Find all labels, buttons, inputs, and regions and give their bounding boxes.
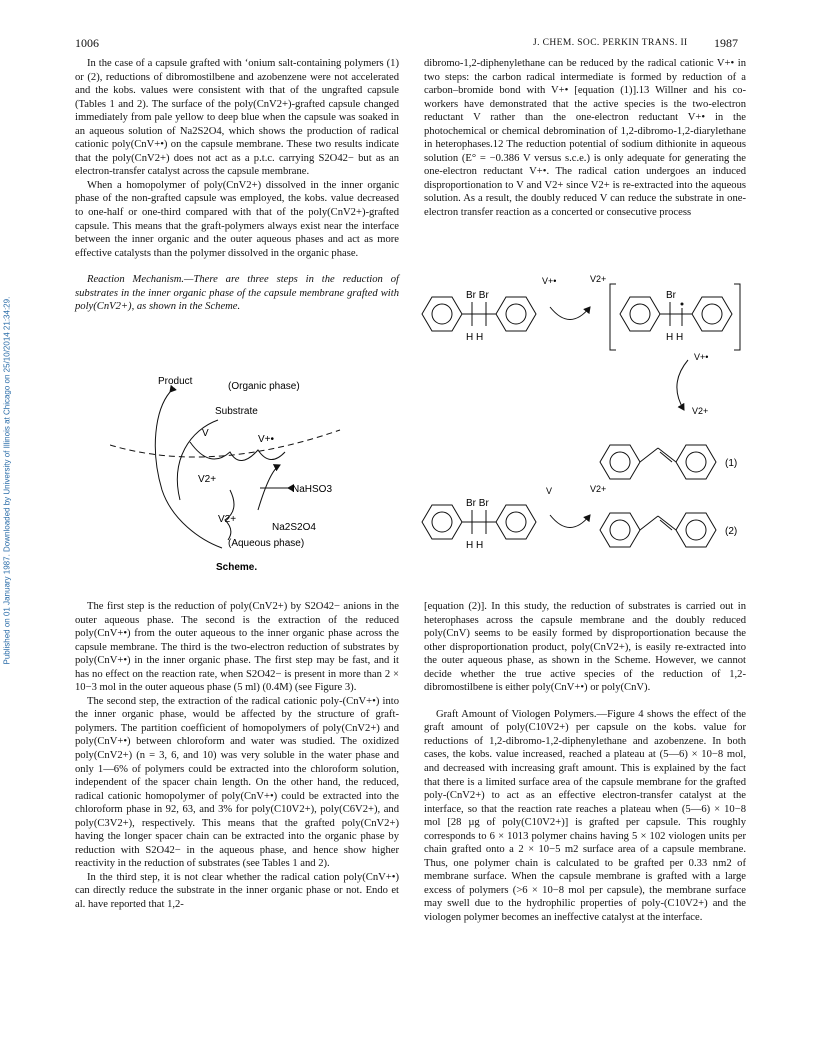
aqueous-phase-label: (Aqueous phase) xyxy=(228,538,305,549)
download-notice: Published on 01 January 1987. Downloaded by University of Illinois at Chicago on 25/10/2014 21:34:29. xyxy=(2,296,12,665)
h-h-label: H H xyxy=(466,332,484,343)
v2-lower-label: V2+ xyxy=(218,514,237,525)
reaction-scheme xyxy=(110,370,390,580)
v-radical-label: V+• xyxy=(258,434,275,445)
br-label: Br xyxy=(666,290,676,301)
left-column-bottom xyxy=(75,600,399,912)
product-label: Product xyxy=(158,376,193,387)
paragraph: In the third step, it is not clear whether the radical cation poly(CnV+•) can directly reduce the substrate in the inner organic phase or not. Endo et al. have reported that 1,2- xyxy=(75,871,399,911)
step-arrow-3 xyxy=(550,515,590,528)
na2s2o4-label: Na2S2O4 xyxy=(272,522,316,533)
paragraph: dibromo-1,2-diphenylethane can be reduced by the radical cationic V+• in two steps: the carbon radical intermediate is formed by reduction of a carbon–bromide bond with V+• [equation (1)].13 Willner and his co-workers have demonstrated that the active species is the two-electron reductant V rather than the one-electron reductant V+• in the photochemical or chemical debromination of 1,2-dibromo-1,2-diarylethane in heterophases.12 The reduction potential of sodium dithionite in aqueous solution (E° = −0.386 V versus s.c.e.) is only adequate for generating the one-electron reductant V+•. The radical cation undergoes an induced disproportionation to V and V2+ since V2+ is re-extracted into the aqueous solution. As a result, the doubly reduced V can reduce the substrate in one-electron transfer reaction as a concerted or consecutive process xyxy=(424,58,746,219)
v2-label: V2+ xyxy=(590,274,607,284)
dibromo-substrate-2 xyxy=(422,505,536,539)
v2-label: V2+ xyxy=(198,474,217,485)
outer-loop-arrow xyxy=(155,392,222,548)
step-arrow-2 xyxy=(677,360,688,410)
br-br-label: Br Br xyxy=(466,290,489,301)
paragraph: When a homopolymer of poly(CnV2+) dissolved in the inner organic phase of the non-grafted capsule was employed, the kobs. value decreased to one-half or one-third compared with that of the poly(CnV2+)-grafted capsule. This means that the graft-polymers always exist near the interface between the inner organic and the outer aqueous phases and act as more effective catalysts than the polymer dissolved in the organic phase. xyxy=(75,179,399,259)
journal-year: 1987 xyxy=(714,36,738,50)
stilbene-product xyxy=(600,445,716,479)
paragraph: The second step, the extraction of the radical cationic poly-(CnV+•) into the inner organic phase, would be affected by the structure of graft-polymers. The partition coefficient of homopolymers of poly(CnV2+) and poly(CnV+•) between chloroform and water was studied. The oxidized poly(CnV2+) (n = 3, 6, and 10) was very soluble in the water phase and only 1—6% of polymers could be extracted into the chloroform solution, independent of the spacer chain length. On the other hand, the reduced, radical cationic homopolymer of poly(CnV+•) could be extracted into the chloroform phase in 92, 63, and 3% for poly(C10V2+), poly(C6V2+), and poly(C3V2+), respectively. This means that the grafted poly(CnV2+) having the longer spacer chain can be extracted into the organic phase by reduction with S2O42− in the aqueous phase, and hence show higher reactivity in the reduction of substrates (see Tables 1 and 2). xyxy=(75,695,399,870)
equation-1-label: (1) xyxy=(725,458,738,469)
br-br-label-2: Br Br xyxy=(466,498,489,509)
right-column-bottom xyxy=(424,600,746,925)
nahso3-label: NaHSO3 xyxy=(292,484,333,495)
h-h-label-2: H H xyxy=(466,540,484,551)
journal-name: J. CHEM. SOC. PERKIN TRANS. II xyxy=(533,38,688,48)
v-radical-label: V+• xyxy=(542,276,557,286)
reaction-equations xyxy=(420,272,750,562)
left-column-top xyxy=(75,57,399,314)
v2-label-eq2: V2+ xyxy=(590,484,607,494)
h-h-intermediate-label: H H xyxy=(666,332,684,343)
equation-2-label: (2) xyxy=(725,526,738,537)
stilbene-product-2 xyxy=(600,513,716,547)
paragraph: [equation (2)]. In this study, the reduction of substrates is carried out in heterophases across the capsule membrane and the doubly reduced poly(CnV) seems to be easily formed by disproportionation because the other disproportionation product, poly(CnV2+), is easily re-extracted into the outer aqueous phase, as shown in the Scheme. However, we cannot decide whether the true active species of the reduction of 1,2-dibromostilbene is either poly(CnV+•) or poly(CnV). xyxy=(424,601,746,694)
paragraph: The first step is the reduction of poly(CnV2+) by S2O42− anions in the outer aqueous phase. The second is the extraction of the reduced poly(CnV+•) from the outer aqueous to the inner organic phase across the capsule membrane. The third is the two-electron reduction of substrates by poly(CnV+•) in the inner organic phase. The first step may be fast, and it has no effect on the reaction rate, when S2O42− is present in more than 2 × 10−3 mol in the outer aqueous phase (5 ml) (0.4M) (see Figure 3). xyxy=(75,601,399,694)
v-radical-label-2: V+• xyxy=(694,352,709,362)
product-arrow xyxy=(177,420,218,500)
organic-phase-label: (Organic phase) xyxy=(228,381,300,392)
dibromo-substrate xyxy=(422,297,536,331)
paragraph: In the case of a capsule grafted with ‘onium salt-containing polymers (1) or (2), reductions of dibromostilbene and azobenzene were not accelerated and the kobs. values were consistent with that of the ungrafted capsule (Tables 1 and 2). The surface of the poly(CnV2+)-grafted capsule changed immediately from pale yellow to deep blue when the capsule was soaked in an aqueous solution of Na2S2O4, which shows the production of radical cationic poly(CnV+•) on the capsule membrane. These two results indicate that the poly(CnV2+) does not act as a p.t.c. carrying S2O42− but as an electron-transfer catalyst across the capsule membrane. xyxy=(75,58,399,178)
substrate-label: Substrate xyxy=(215,406,258,417)
v-label-eq2: V xyxy=(546,486,553,496)
v-label: V xyxy=(202,428,209,439)
step-arrow-1 xyxy=(550,307,590,320)
section-heading-paragraph: Graft Amount of Viologen Polymers.—Figure 4 shows the effect of the graft amount of poly(C10V2+) per capsule on the kobs. value for reductions of 1,2-dibromo-1,2-diphenylethane and azobenzene. In both cases, the kobs. value increased, reached a plateau at (5—6) × 10−8 mol, and decreased with increasing graft amount. This is explained by the fact that there is a limited surface area of the capsule membrane for the grafted poly-(CnV2+) to act as an effective electron-transfer catalyst at the interface, so that the reaction rate reaches a plateau when (5—6) × 10−8 mol [28 µg of poly(C10V2+)] is grafted per capsule. This roughly corresponds to 6 × 1013 polymer chains having 5 × 102 viologen units per chain grafted onto a 2 × 10−5 m2 surface area of a capsule membrane. Thus, one polymer chain is calculated to be grafted per 0.33 nm2 of membrane surface. When the capsule membrane is grafted with a large excess of polymers (>6 × 10−8 mol per capsule), the membrane surface may swell due to the hydrophilic properties of poly-(C10V2+) and the viologen polymer becomes an ineffective catalyst at the interface. xyxy=(424,708,746,924)
right-column-top xyxy=(424,57,746,220)
page-number: 1006 xyxy=(75,36,99,50)
membrane-line xyxy=(110,430,340,457)
scheme-caption: Scheme. xyxy=(216,562,258,573)
section-heading-paragraph: Reaction Mechanism.—There are three steps in the reduction of substrates in the inner organic phase of the capsule membrane grafted with poly(CnV2+), as shown in the Scheme. xyxy=(75,274,399,313)
v2-label-2: V2+ xyxy=(692,406,709,416)
